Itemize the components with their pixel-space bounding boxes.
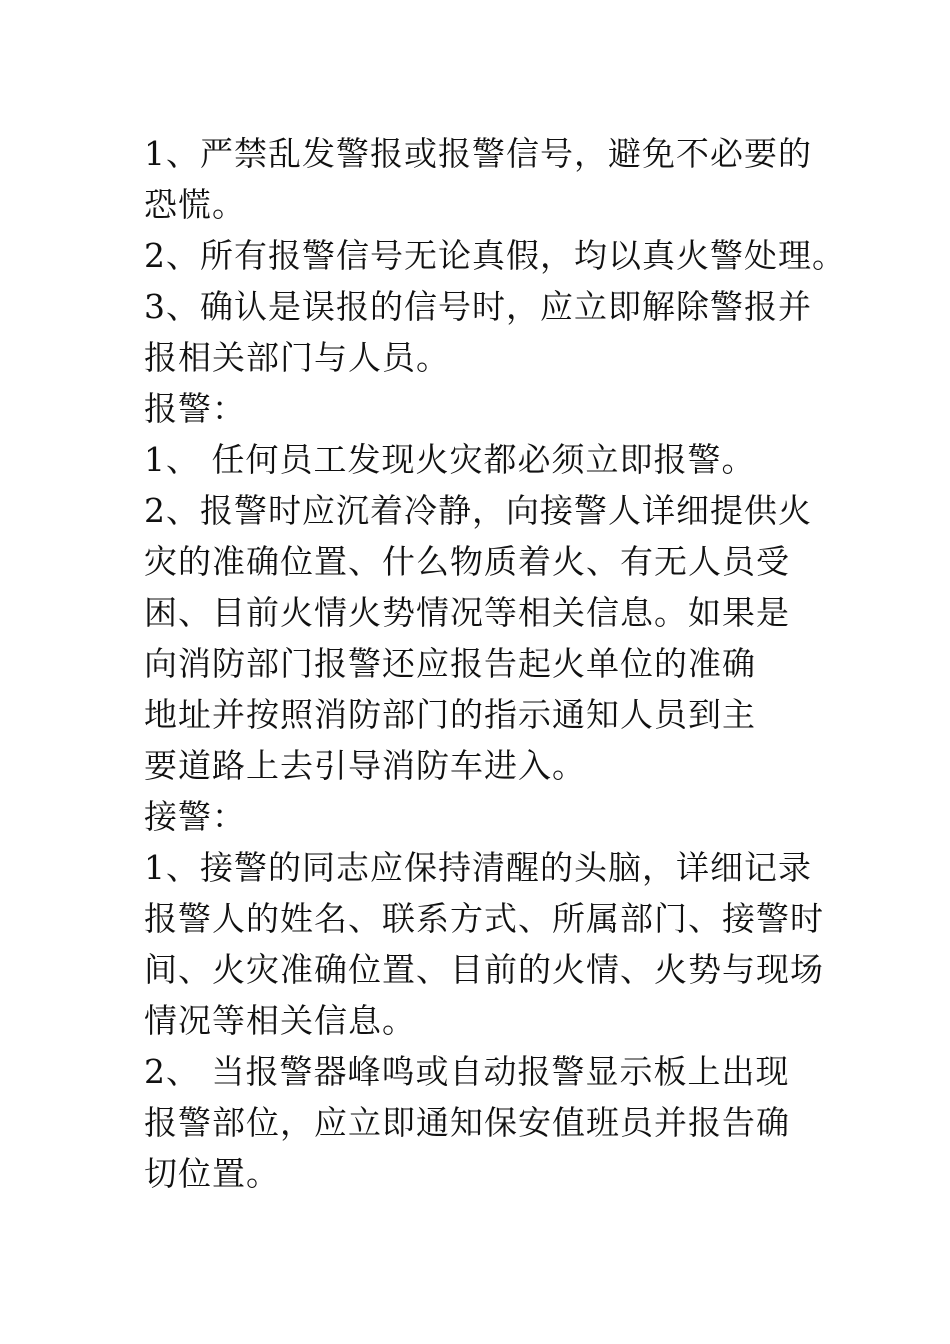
text-line: 1、接警的同志应保持清醒的头脑，详细记录 [144, 848, 812, 887]
text-line: 2、报警时应沉着冷静，向接警人详细提供火 [144, 491, 812, 530]
text-line: 报警人的姓名、联系方式、所属部门、接警时 [144, 899, 824, 938]
text-line: 情况等相关信息。 [144, 1001, 416, 1040]
text-line: 2、所有报警信号无论真假，均以真火警处理。 [144, 236, 846, 275]
text-line: 向消防部门报警还应报告起火单位的准确 [144, 644, 756, 683]
text-line: 报相关部门与人员。 [144, 338, 450, 377]
text-line: 要道路上去引导消防车进入。 [144, 746, 586, 785]
text-line: 困、目前火情火势情况等相关信息。如果是 [144, 593, 790, 632]
document-body [144, 128, 846, 1199]
text-line: 1、严禁乱发警报或报警信号，避免不必要的 [144, 134, 812, 173]
text-line: 3、确认是误报的信号时，应立即解除警报并 [144, 287, 812, 326]
text-line: 间、火灾准确位置、目前的火情、火势与现场 [144, 950, 824, 989]
text-line: 1、 任何员工发现火灾都必须立即报警。 [144, 440, 756, 479]
text-line: 2、 当报警器峰鸣或自动报警显示板上出现 [144, 1052, 790, 1091]
text-line: 报警部位，应立即通知保安值班员并报告确 [144, 1103, 790, 1142]
section-heading-report: 报警： [144, 389, 246, 428]
text-line: 切位置。 [144, 1154, 280, 1193]
text-line: 灾的准确位置、什么物质着火、有无人员受 [144, 542, 790, 581]
text-line: 地址并按照消防部门的指示通知人员到主 [144, 695, 756, 734]
section-heading-receive: 接警： [144, 797, 246, 836]
text-line: 恐慌。 [144, 185, 246, 224]
